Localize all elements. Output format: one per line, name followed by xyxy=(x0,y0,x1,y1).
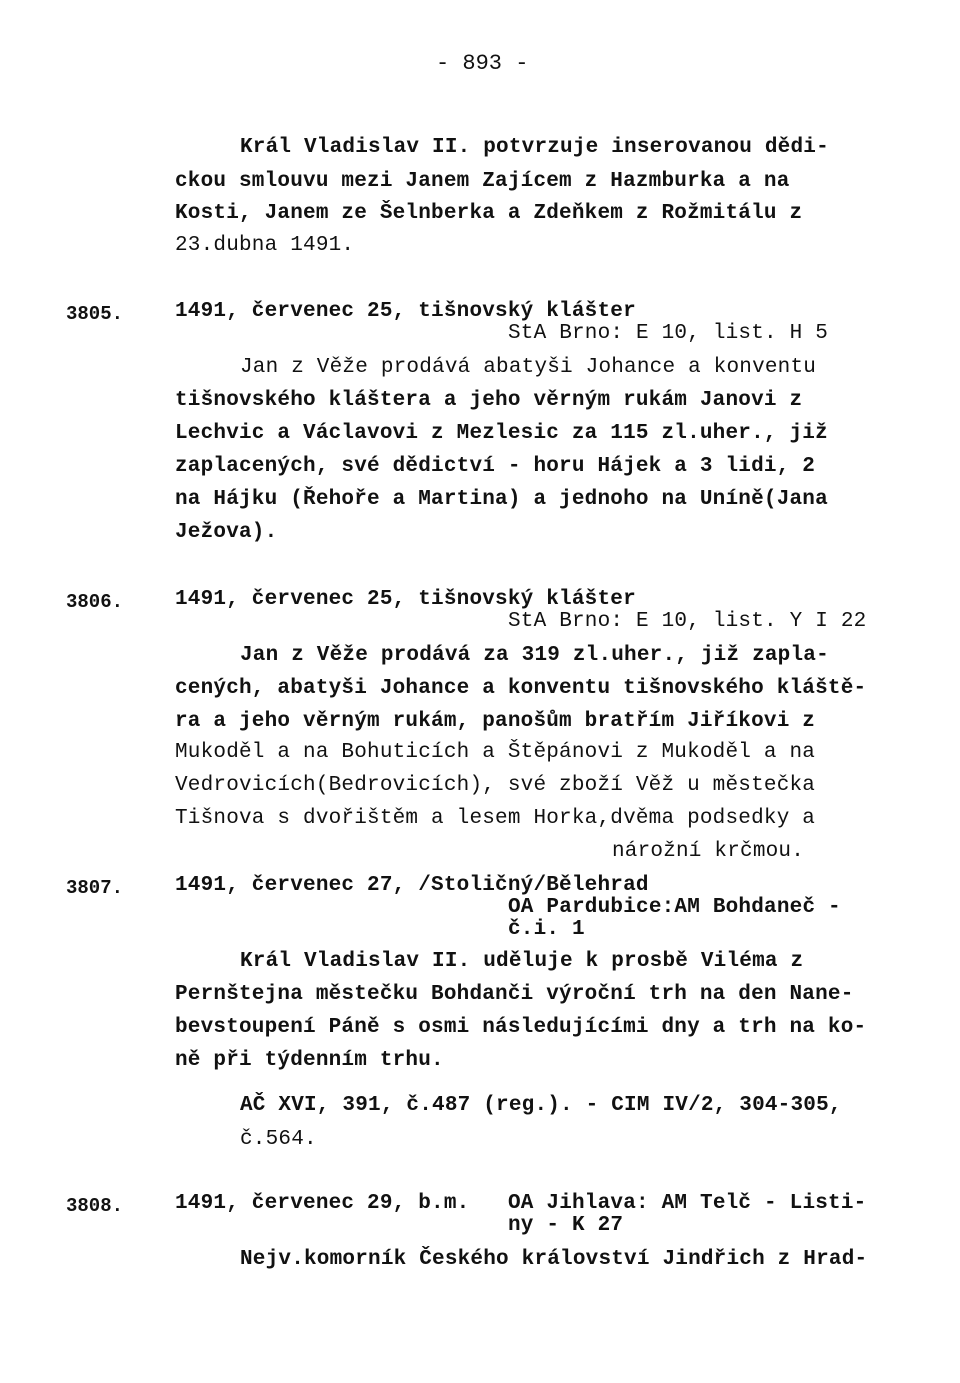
entry-text-line: cených, abatyši Johance a konventu tišnovského kláště- xyxy=(175,677,867,700)
entry-source: StA Brno: E 10, list. H 5 xyxy=(508,322,829,345)
entry-text-line: Král Vladislav II. uděluje k prosbě Viléma z xyxy=(240,950,804,973)
entry-source: OA Jihlava: AM Telč - Listi- xyxy=(508,1192,867,1215)
entry-text-line: Nejv.komorník Českého království Jindřich z Hrad- xyxy=(240,1248,868,1271)
intro-line: Král Vladislav II. potvrzuje inserovanou dědi- xyxy=(240,136,829,159)
entry-reference: č.564. xyxy=(240,1128,317,1151)
entry-text-line: zaplacených, své dědictví - horu Hájek a 3 lidi, 2 xyxy=(175,455,816,478)
entry-source: OA Pardubice:AM Bohdaneč - xyxy=(508,896,841,919)
entry-number: 3805. xyxy=(66,303,124,325)
intro-line: 23.dubna 1491. xyxy=(175,234,355,257)
entry-text-line: Mukoděl a na Bohuticích a Štěpánovi z Mukoděl a na xyxy=(175,741,816,764)
entry-text-line: ně při týdenním trhu. xyxy=(175,1049,444,1072)
entry-source: ny - K 27 xyxy=(508,1214,624,1237)
entry-text-line: ra a jeho věrným rukám, panošům bratřím Jiříkovi z xyxy=(175,710,816,733)
intro-line: ckou smlouvu mezi Janem Zajícem z Hazmburka a na xyxy=(175,170,790,193)
entry-text-line: bevstoupení Páně s osmi následujícími dny a trh na ko- xyxy=(175,1016,867,1039)
entry-text-line: Ježova). xyxy=(175,521,278,544)
entry-text-line: Jan z Věže prodává abatyši Johance a konventu xyxy=(240,356,817,379)
entry-source: č.i. 1 xyxy=(508,918,585,941)
entry-text-line: na Hájku (Řehoře a Martina) a jednoho na Uníně(Jana xyxy=(175,488,828,511)
entry-text-line: Jan z Věže prodává za 319 zl.uher., již zapla- xyxy=(240,644,829,667)
entry-number: 3807. xyxy=(66,877,124,899)
entry-header: 1491, červenec 27, /Stoličný/Bělehrad xyxy=(175,874,649,897)
entry-text-line: Tišnova s dvořištěm a lesem Horka,dvěma podsedky a xyxy=(175,807,816,830)
intro-line: Kosti, Janem ze Šelnberka a Zdeňkem z Rožmitálu z xyxy=(175,202,803,225)
entry-text-line: tišnovského kláštera a jeho věrným rukám Janovi z xyxy=(175,389,803,412)
entry-number: 3808. xyxy=(66,1195,124,1217)
entry-source: StA Brno: E 10, list. Y I 22 xyxy=(508,610,867,633)
page-number: - 893 - xyxy=(436,51,529,76)
entry-text-line: Vedrovicích(Bedrovicích), své zboží Věž u městečka xyxy=(175,774,816,797)
entry-header: 1491, červenec 29, b.m. xyxy=(175,1192,470,1215)
entry-text-line: Lechvic a Václavovi z Mezlesic za 115 zl.uher., již xyxy=(175,422,828,445)
entry-reference: AČ XVI, 391, č.487 (reg.). - CIM IV/2, 304-305, xyxy=(240,1094,842,1117)
entry-text-line: nárožní krčmou. xyxy=(612,840,805,863)
entry-number: 3806. xyxy=(66,591,124,613)
entry-header: 1491, červenec 25, tišnovský klášter xyxy=(175,588,636,611)
entry-text-line: Pernštejna městečku Bohdanči výroční trh na den Nane- xyxy=(175,983,854,1006)
entry-header: 1491, červenec 25, tišnovský klášter xyxy=(175,300,636,323)
